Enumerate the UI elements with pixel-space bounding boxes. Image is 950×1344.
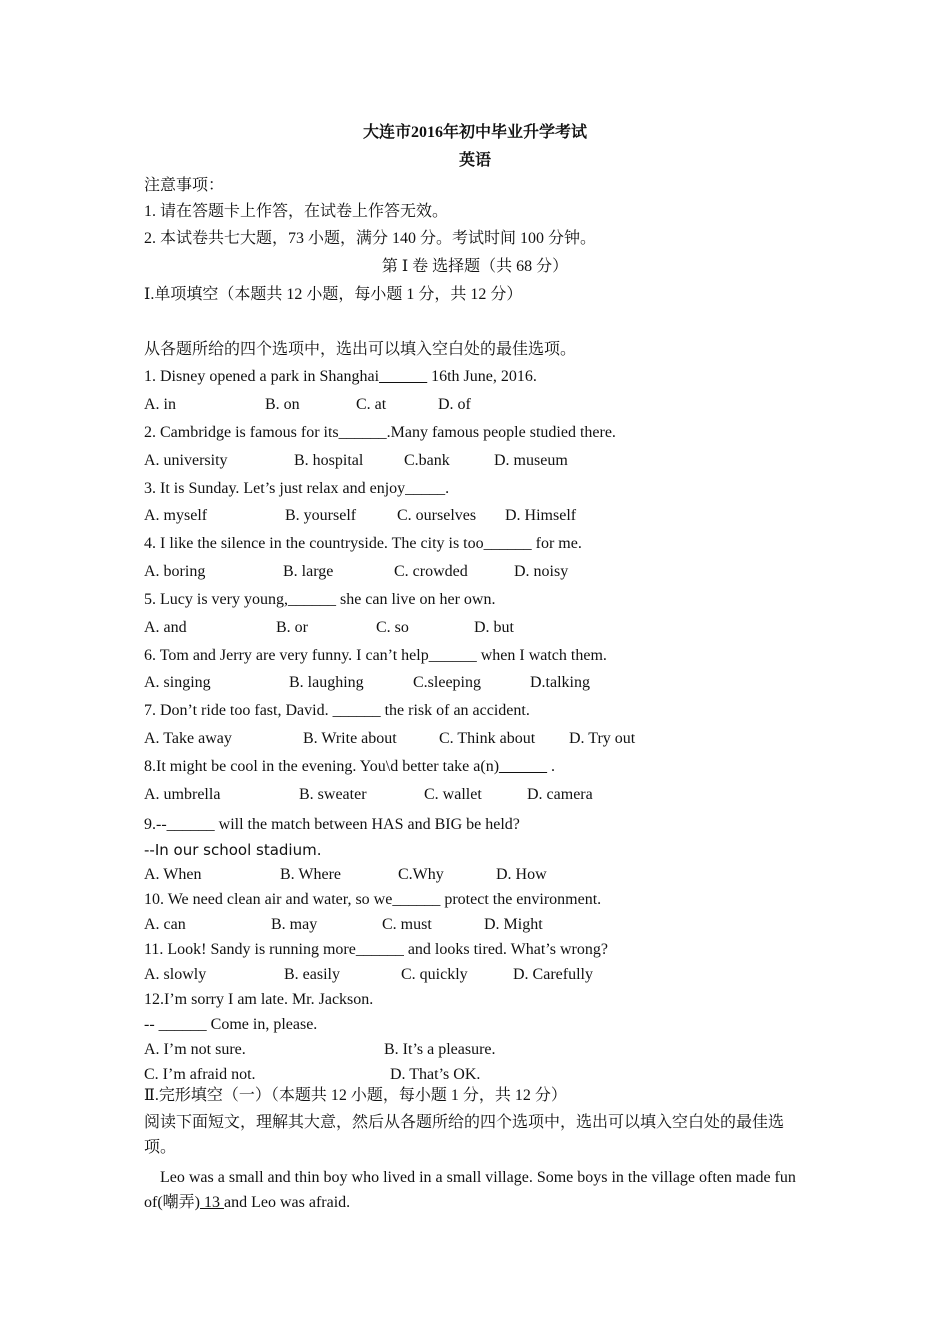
- option-b[interactable]: B. or: [276, 619, 308, 636]
- section1-instruction: 从各题所给的四个选项中，选出可以填入空白处的最佳选项。: [144, 341, 577, 358]
- options-row: [144, 915, 744, 935]
- answer-blank[interactable]: ______: [499, 758, 548, 775]
- option-c[interactable]: C. wallet: [424, 786, 482, 803]
- option-d[interactable]: D. Himself: [505, 507, 577, 524]
- options-row: [144, 395, 744, 415]
- section1-title: Ⅰ.单项填空（本题共 12 小题，每小题 1 分，共 12 分）: [144, 286, 523, 303]
- options-row: [144, 562, 744, 582]
- options-row: [144, 1040, 744, 1060]
- options-row: [144, 673, 744, 693]
- option-a[interactable]: A. myself: [144, 507, 208, 524]
- option-c[interactable]: C. at: [356, 396, 387, 413]
- option-a[interactable]: A. slowly: [144, 966, 207, 983]
- question-stem: 1. Disney opened a park in Shanghai______ 16th June, 2016.: [144, 368, 537, 385]
- option-a[interactable]: A. Take away: [144, 730, 232, 747]
- exam-subject: 英语: [458, 152, 491, 169]
- question-stem: 11. Look! Sandy is running more______ and looks tired. What’s wrong?: [144, 941, 608, 958]
- option-c[interactable]: C. must: [382, 916, 432, 933]
- question-stem: 9.--______ will the match between HAS and BIG be held?: [144, 816, 520, 833]
- question-stem: 3. It is Sunday. Let’s just relax and enjoy_____.: [144, 480, 450, 497]
- option-c[interactable]: C. ourselves: [397, 507, 477, 524]
- question-stem: 5. Lucy is very young,______ she can live on her own.: [144, 591, 496, 608]
- option-a[interactable]: A. umbrella: [144, 786, 221, 803]
- option-b[interactable]: B. Write about: [303, 730, 397, 747]
- options-row: [144, 965, 744, 985]
- option-a[interactable]: A. and: [144, 619, 187, 636]
- option-b[interactable]: B. large: [283, 563, 334, 580]
- notes-item-2: 2. 本试卷共七大题，73 小题，满分 140 分。考试时间 100 分钟。: [144, 230, 597, 247]
- options-row: [144, 506, 744, 526]
- section2-title: Ⅱ.完形填空（一）（本题共 12 小题，每小题 1 分，共 12 分）: [144, 1087, 567, 1104]
- option-b[interactable]: B. hospital: [294, 452, 364, 469]
- options-row: [144, 785, 744, 805]
- option-b[interactable]: B. It’s a pleasure.: [384, 1041, 496, 1058]
- option-d[interactable]: D. but: [474, 619, 514, 636]
- question-stem: 4. I like the silence in the countryside. The city is too______ for me.: [144, 535, 582, 552]
- answer-blank[interactable]: 13: [200, 1194, 224, 1211]
- option-c[interactable]: C. quickly: [401, 966, 468, 983]
- notes-heading: 注意事项：: [144, 177, 225, 194]
- options-row: [144, 1065, 744, 1085]
- option-b[interactable]: B. easily: [284, 966, 340, 983]
- option-a[interactable]: A. I’m not sure.: [144, 1041, 246, 1058]
- question-stem: 6. Tom and Jerry are very funny. I can’t help______ when I watch them.: [144, 647, 607, 664]
- option-d[interactable]: D. Try out: [569, 730, 636, 747]
- option-d[interactable]: D. Carefully: [513, 966, 593, 983]
- option-b[interactable]: B. yourself: [285, 507, 357, 524]
- option-d[interactable]: D. Might: [484, 916, 543, 933]
- option-c[interactable]: C. Think about: [439, 730, 536, 747]
- dialogue-reply: --In our school stadium.: [144, 841, 322, 859]
- question-stem: 7. Don’t ride too fast, David. ______ the risk of an accident.: [144, 702, 530, 719]
- question-stem: 12.I’m sorry I am late. Mr. Jackson.: [144, 991, 374, 1008]
- option-b[interactable]: B. Where: [280, 866, 342, 883]
- part1-title: 第 Ⅰ 卷 选择题（共 68 分）: [381, 258, 569, 275]
- option-d[interactable]: D. How: [496, 866, 547, 883]
- option-c[interactable]: C.sleeping: [413, 674, 481, 691]
- question-stem: 10. We need clean air and water, so we______ protect the environment.: [144, 891, 602, 908]
- option-d[interactable]: D.talking: [530, 674, 590, 691]
- option-d[interactable]: D. noisy: [514, 563, 569, 580]
- option-b[interactable]: B. sweater: [299, 786, 367, 803]
- option-c[interactable]: C.Why: [398, 866, 444, 883]
- option-a[interactable]: A. university: [144, 452, 228, 469]
- options-row: [144, 729, 744, 749]
- question-stem: 2. Cambridge is famous for its______.Many famous people studied there.: [144, 424, 616, 441]
- options-row: [144, 865, 744, 885]
- option-d[interactable]: D. camera: [527, 786, 593, 803]
- option-c[interactable]: C. so: [376, 619, 409, 636]
- exam-title: 大连市2016年初中毕业升学考试: [362, 124, 587, 141]
- option-a[interactable]: A. can: [144, 916, 186, 933]
- question-stem: 8.It might be cool in the evening. You\d better take a(n)______ .: [144, 758, 556, 775]
- answer-blank[interactable]: ______: [379, 368, 428, 385]
- section2-instruction: 阅读下面短文，理解其大意，然后从各题所给的四个选项中，选出可以填入空白处的最佳选项。: [144, 1114, 785, 1156]
- option-c[interactable]: C.bank: [404, 452, 450, 469]
- notes-item-1: 1. 请在答题卡上作答，在试卷上作答无效。: [144, 203, 449, 220]
- option-a[interactable]: A. When: [144, 866, 202, 883]
- option-c[interactable]: C. I’m afraid not.: [144, 1066, 256, 1083]
- option-a[interactable]: A. in: [144, 396, 176, 413]
- option-d[interactable]: D. That’s OK.: [390, 1066, 481, 1083]
- option-b[interactable]: B. may: [271, 916, 318, 933]
- option-b[interactable]: B. on: [265, 396, 300, 413]
- option-c[interactable]: C. crowded: [394, 563, 468, 580]
- option-d[interactable]: D. museum: [494, 452, 568, 469]
- option-d[interactable]: D. of: [438, 396, 471, 413]
- passage-paragraph: Leo was a small and thin boy who lived in a small village. Some boys in the village often made fun of(嘲弄) 13 and Leo was afraid.: [144, 1169, 796, 1211]
- options-row: [144, 451, 744, 471]
- option-b[interactable]: B. laughing: [289, 674, 364, 691]
- options-row: [144, 618, 744, 638]
- dialogue-reply: -- ______ Come in, please.: [144, 1016, 318, 1033]
- option-a[interactable]: A. boring: [144, 563, 206, 580]
- option-a[interactable]: A. singing: [144, 674, 211, 691]
